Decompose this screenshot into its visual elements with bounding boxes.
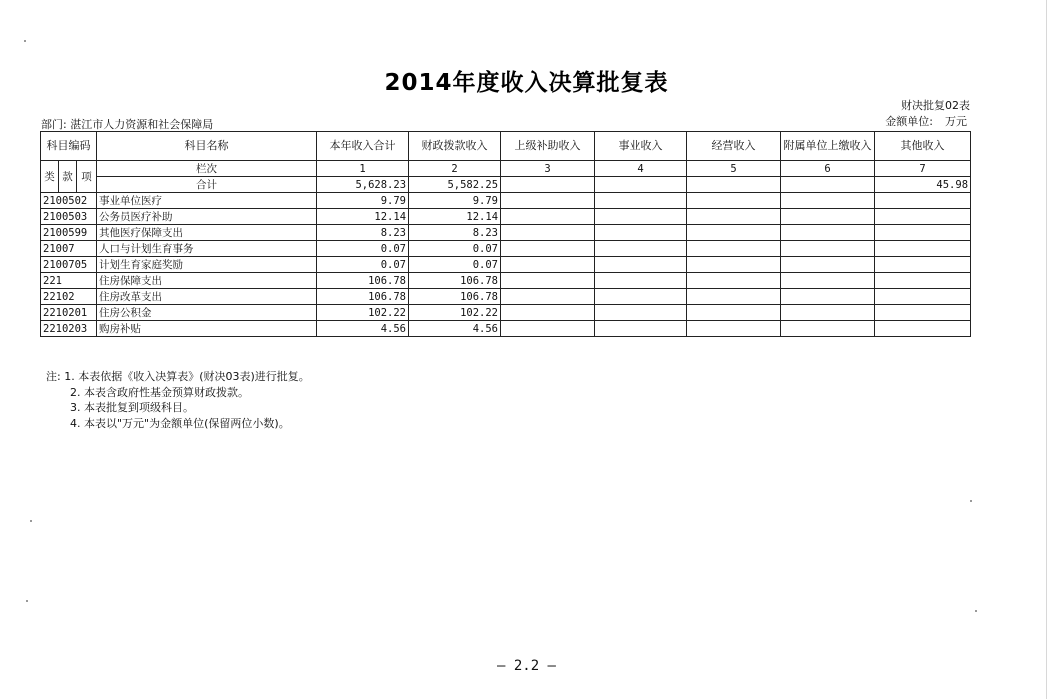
- header-operating: 经营收入: [687, 132, 781, 161]
- header-lei: 类: [41, 161, 59, 193]
- header-kuan: 款: [59, 161, 77, 193]
- row-name: 事业单位医疗: [97, 193, 317, 209]
- row-name: 住房改革支出: [97, 289, 317, 305]
- row-total: 4.56: [317, 321, 409, 337]
- header-business: 事业收入: [595, 132, 687, 161]
- row-code: 2100599: [41, 225, 97, 241]
- document-title: 2014年度收入决算批复表: [384, 70, 669, 96]
- row-total: 0.07: [317, 241, 409, 257]
- row-code: 22102: [41, 289, 97, 305]
- table-row: [41, 273, 971, 289]
- row-code: 2210203: [41, 321, 97, 337]
- total-label: 合计: [97, 177, 317, 193]
- col-num: 1: [317, 161, 409, 177]
- row-total: 0.07: [317, 257, 409, 273]
- scan-edge: [1046, 0, 1047, 699]
- scan-speck: [975, 610, 977, 612]
- col-num: 7: [875, 161, 971, 177]
- row-fiscal: 8.23: [409, 225, 501, 241]
- row-name: 住房保障支出: [97, 273, 317, 289]
- total-other: 45.98: [875, 177, 971, 193]
- header-total: 本年收入合计: [317, 132, 409, 161]
- row-name: 住房公积金: [97, 305, 317, 321]
- note-item: 4. 本表以"万元"为金额单位(保留两位小数)。: [70, 416, 290, 430]
- row-code: 2100705: [41, 257, 97, 273]
- row-name: 公务员医疗补助: [97, 209, 317, 225]
- row-name: 其他医疗保障支出: [97, 225, 317, 241]
- row-code: 2100502: [41, 193, 97, 209]
- row-fiscal: 0.07: [409, 257, 501, 273]
- note-item: 2. 本表含政府性基金预算财政拨款。: [70, 385, 249, 399]
- table-row: [41, 321, 971, 337]
- note-item: 3. 本表批复到项级科目。: [70, 401, 194, 414]
- row-code: 2100503: [41, 209, 97, 225]
- row-fiscal: 12.14: [409, 209, 501, 225]
- notes: [46, 369, 310, 431]
- row-total: 106.78: [317, 273, 409, 289]
- amount-unit-value: 万元: [945, 115, 967, 128]
- totals-row: [41, 177, 971, 193]
- header-affiliated: 附属单位上缴收入: [781, 132, 875, 161]
- row-name: 购房补贴: [97, 321, 317, 337]
- row-name: 计划生育家庭奖励: [97, 257, 317, 273]
- data-rows: [41, 193, 971, 337]
- table-row: [41, 305, 971, 321]
- table-row: [41, 289, 971, 305]
- scan-speck: [970, 500, 972, 502]
- total-sum: 5,628.23: [317, 177, 409, 193]
- form-number: 财决批复02表: [901, 99, 970, 112]
- row-fiscal: 9.79: [409, 193, 501, 209]
- col-num: 2: [409, 161, 501, 177]
- table-row: [41, 225, 971, 241]
- row-fiscal: 106.78: [409, 273, 501, 289]
- row-total: 8.23: [317, 225, 409, 241]
- row-total: 12.14: [317, 209, 409, 225]
- row-fiscal: 0.07: [409, 241, 501, 257]
- scan-speck: [26, 600, 28, 602]
- table-row: [41, 241, 971, 257]
- scan-speck: [24, 40, 26, 42]
- note-item: 注: 1. 本表依据《收入决算表》(财决03表)进行批复。: [46, 370, 310, 383]
- row-fiscal: 106.78: [409, 289, 501, 305]
- table-row: [41, 193, 971, 209]
- row-name: 人口与计划生育事务: [97, 241, 317, 257]
- row-fiscal: 102.22: [409, 305, 501, 321]
- department: 部门: 湛江市人力资源和社会保障局: [41, 118, 214, 131]
- row-total: 102.22: [317, 305, 409, 321]
- amount-unit: [885, 113, 967, 129]
- row-fiscal: 4.56: [409, 321, 501, 337]
- table-row: [41, 257, 971, 273]
- header-code: 科目编码: [41, 132, 97, 161]
- header-other: 其他收入: [875, 132, 971, 161]
- col-num: 3: [501, 161, 595, 177]
- header-xiang: 项: [77, 161, 97, 193]
- row-total: 106.78: [317, 289, 409, 305]
- scan-speck: [30, 520, 32, 522]
- row-code: 21007: [41, 241, 97, 257]
- col-num: 6: [781, 161, 875, 177]
- row-code: 221: [41, 273, 97, 289]
- col-num: 4: [595, 161, 687, 177]
- page-number: — 2.2 —: [496, 658, 556, 674]
- row-label: 栏次: [97, 161, 317, 177]
- revenue-table: [40, 131, 971, 337]
- row-code: 2210201: [41, 305, 97, 321]
- row-total: 9.79: [317, 193, 409, 209]
- table-row: [41, 209, 971, 225]
- col-num: 5: [687, 161, 781, 177]
- amount-unit-label: 金额单位:: [885, 115, 933, 128]
- total-fiscal: 5,582.25: [409, 177, 501, 193]
- header-name: 科目名称: [97, 132, 317, 161]
- header-upper: 上级补助收入: [501, 132, 595, 161]
- header-fiscal: 财政拨款收入: [409, 132, 501, 161]
